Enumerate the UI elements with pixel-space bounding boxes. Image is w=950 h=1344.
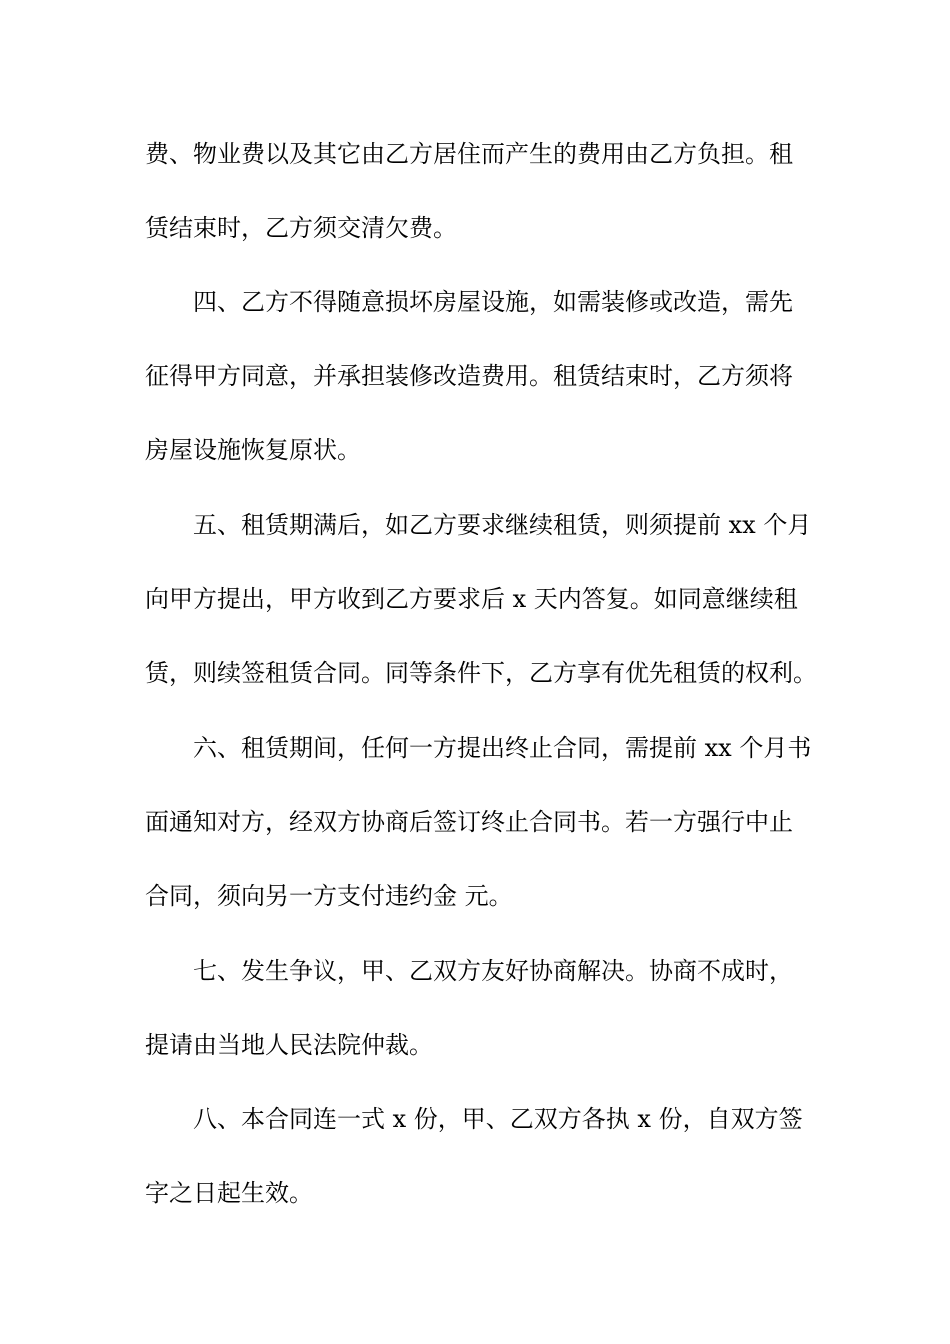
clause-4-line: 四、乙方不得随意损坏房屋设施，如需装修或改造，需先: [193, 288, 793, 316]
text-line: 合同，须向另一方支付违约金 元。: [145, 882, 513, 910]
clause-6-line: 六、租赁期间，任何一方提出终止合同，需提前 xx 个月书: [193, 734, 812, 762]
text-line: 提请由当地人民法院仲裁。: [145, 1031, 433, 1059]
clause-7-line: 七、发生争议，甲、乙双方友好协商解决。协商不成时，: [193, 957, 793, 985]
text-line: 费、物业费以及其它由乙方居住而产生的费用由乙方负担。租: [145, 140, 793, 168]
text-line: 赁结束时，乙方须交清欠费。: [145, 214, 457, 242]
text-line: 征得甲方同意，并承担装修改造费用。租赁结束时，乙方须将: [145, 362, 793, 390]
text-line: 字之日起生效。: [145, 1179, 313, 1207]
text-line: 房屋设施恢复原状。: [145, 436, 361, 464]
clause-8-line: 八、本合同连一式 x 份，甲、乙双方各执 x 份，自双方签: [193, 1105, 803, 1133]
text-line: 向甲方提出，甲方收到乙方要求后 x 天内答复。如同意继续租: [145, 585, 798, 613]
text-line: 面通知对方，经双方协商后签订终止合同书。若一方强行中止: [145, 808, 793, 836]
text-line: 赁，则续签租赁合同。同等条件下，乙方享有优先租赁的权利。: [145, 659, 817, 687]
clause-5-line: 五、租赁期满后，如乙方要求继续租赁，则须提前 xx 个月: [193, 511, 812, 539]
